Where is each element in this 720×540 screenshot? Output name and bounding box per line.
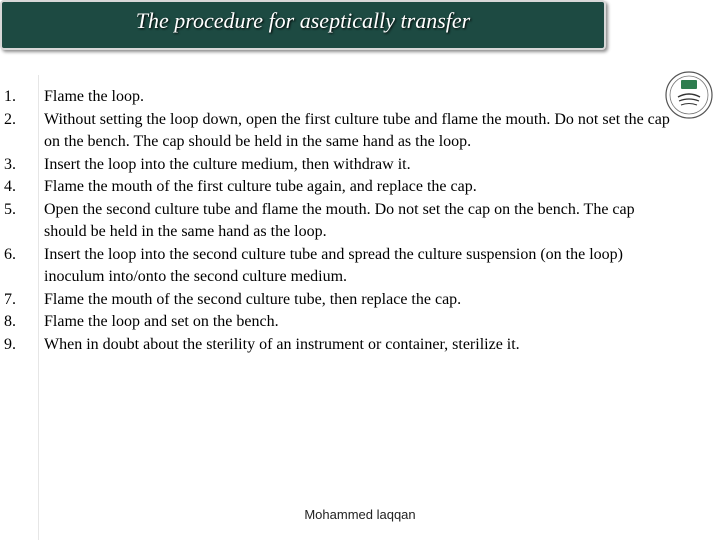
step-text: Open the second culture tube and flame the mouth. Do not set the cap on the bench. The cap should be held in the same hand as the loop. bbox=[44, 200, 635, 240]
step-number: 1. bbox=[4, 88, 16, 105]
procedure-step bbox=[0, 334, 670, 357]
step-number: 7. bbox=[4, 290, 16, 308]
step-text: Flame the loop and set on the bench. bbox=[44, 313, 279, 330]
procedure-step bbox=[0, 199, 670, 244]
step-text: When in doubt about the sterility of an instrument or container, sterilize it. bbox=[44, 335, 520, 353]
step-text: Without setting the loop down, open the first culture tube and flame the mouth. Do not set the cap on the bench. The cap should be held in the same hand as the loop. bbox=[44, 110, 670, 150]
step-number: 3. bbox=[4, 155, 16, 173]
procedure-step bbox=[0, 244, 670, 289]
step-text: Flame the loop. bbox=[44, 88, 144, 105]
university-seal-icon bbox=[664, 70, 714, 120]
step-number: 4. bbox=[4, 178, 16, 195]
footer-author: Mohammed laqqan bbox=[304, 507, 416, 522]
procedure-step bbox=[0, 154, 670, 177]
step-text: Insert the loop into the culture medium, then withdraw it. bbox=[44, 155, 411, 173]
procedure-steps-list bbox=[0, 86, 670, 356]
procedure-step bbox=[0, 176, 670, 199]
step-text: Insert the loop into the second culture tube and spread the culture suspension (on the loop) inoculum into/onto the second culture medium. bbox=[44, 245, 623, 285]
step-text: Flame the mouth of the second culture tube, then replace the cap. bbox=[44, 290, 462, 308]
step-number: 8. bbox=[4, 313, 16, 330]
step-number: 9. bbox=[4, 335, 16, 353]
step-number: 5. bbox=[4, 200, 16, 218]
title-bar bbox=[0, 0, 606, 50]
procedure-step bbox=[0, 311, 670, 334]
step-text: Flame the mouth of the first culture tube again, and replace the cap. bbox=[44, 178, 477, 195]
procedure-step bbox=[0, 86, 670, 109]
step-number: 6. bbox=[4, 245, 16, 263]
slide-title: The procedure for aseptically transfer bbox=[135, 8, 471, 33]
procedure-step bbox=[0, 289, 670, 312]
step-number: 2. bbox=[4, 110, 16, 128]
procedure-step bbox=[0, 109, 670, 154]
